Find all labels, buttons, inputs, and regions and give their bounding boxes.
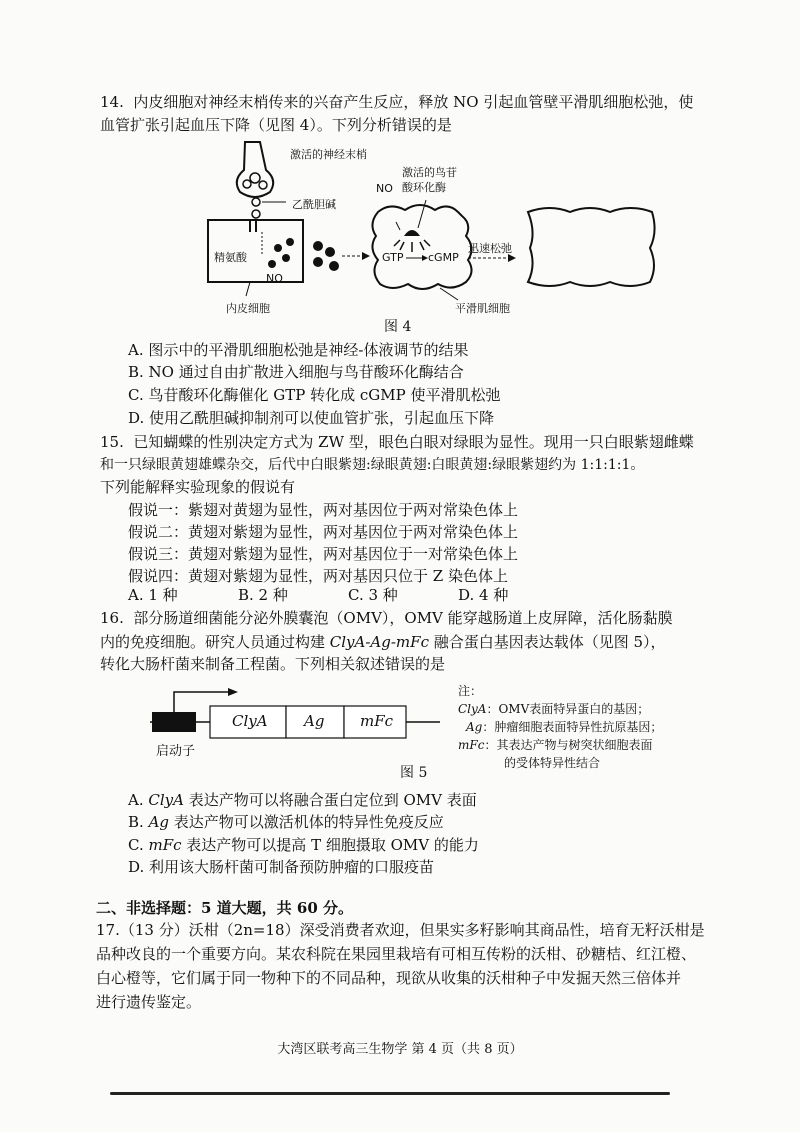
q16-option-c: C. mFc 表达产物可以提高 T 细胞摄取 OMV 的能力 [128, 836, 479, 854]
label-gtp: GTP [382, 251, 404, 264]
label-smooth-muscle-cell: 平滑肌细胞 [455, 302, 510, 315]
figure-5 [150, 684, 450, 744]
q14-stem-line2: 血管扩张引起血压下降（见图 4）。下列分析错误的是 [100, 116, 452, 134]
q16-stem-line2: 内的免疫细胞。研究人员通过构建 ClyA-Ag-mFc 融合蛋白基因表达载体（见图 5）， [100, 633, 666, 651]
smooth-muscle-cell-relaxed [528, 208, 655, 286]
promoter-box [152, 712, 196, 732]
q14-option-d: D. 使用乙酰胆碱抑制剂可以使血管扩张，引起血压下降 [128, 409, 495, 427]
q15-hypothesis-1: 假说一：紫翅对黄翅为显性，两对基因位于两对常染色体上 [128, 501, 519, 519]
q16-option-d: D. 利用该大肠杆菌可制备预防肿瘤的口服疫苗 [128, 858, 435, 876]
q16-option-b: B. Ag 表达产物可以激活机体的特异性免疫反应 [128, 813, 444, 831]
q15-stem-line3: 下列能解释实验现象的假说有 [100, 478, 296, 496]
label-relax: 迅速松弛 [468, 242, 512, 255]
page-footer: 大湾区联考高三生物学 第 4 页（共 8 页） [277, 1042, 523, 1057]
q14-option-b: B. NO 通过自由扩散进入细胞与鸟苷酸环化酶结合 [128, 363, 464, 381]
label-nerve-terminal: 激活的神经末梢 [290, 148, 367, 161]
figure-4-caption: 图 4 [384, 319, 412, 335]
q15-choice-b: B. 2 种 [238, 586, 288, 604]
q15-choice-d: D. 4 种 [458, 586, 509, 604]
q16-stem-line3: 转化大肠杆菌来制备工程菌。下列相关叙述错误的是 [100, 655, 446, 673]
figure-5-note-title: 注： [458, 684, 483, 698]
label-arginine: 精氨酸 [214, 251, 247, 264]
figure-5-caption: 图 5 [400, 765, 428, 781]
q15-hypothesis-3: 假说三：黄翅对紫翅为显性，两对基因位于一对常染色体上 [128, 545, 519, 563]
q15-stem-line1: 15. 已知蝴蝶的性别决定方式为 ZW 型，眼色白眼对绿眼为显性。现用一只白眼紫翅雌蝶 [100, 433, 694, 451]
gene-mfc-label: mFc [360, 712, 394, 730]
q15-hypothesis-4: 假说四：黄翅对紫翅为显性，两对基因只位于 Z 染色体上 [128, 567, 508, 585]
figure-5-note-clya: ClyA：OMV表面特异蛋白的基因； [458, 702, 650, 716]
q14-option-c: C. 鸟苷酸环化酶催化 GTP 转化成 cGMP 使平滑肌松弛 [128, 386, 501, 404]
q15-choice-c: C. 3 种 [348, 586, 398, 604]
figure-5-note-mfc-2: 的受体特异性结合 [504, 756, 601, 770]
page-bottom-edge [110, 1092, 670, 1095]
label-no-top: NO [376, 182, 393, 195]
gene-clya-label: ClyA [232, 712, 268, 730]
label-acetylcholine: 乙酰胆碱 [292, 198, 336, 211]
label-no-cell: NO [266, 272, 283, 285]
figure-5-note-mfc: mFc：其表达产物与树突状细胞表面 [458, 738, 653, 752]
q15-hypothesis-2: 假说二：黄翅对紫翅为显性，两对基因位于两对常染色体上 [128, 523, 519, 541]
q16-option-a: A. ClyA 表达产物可以将融合蛋白定位到 OMV 表面 [128, 791, 477, 809]
q17-line2: 品种改良的一个重要方向。某农科院在果园里栽培有可相互传粉的沃柑、砂糖桔、红江橙、 [96, 945, 697, 963]
q15-choice-a: A. 1 种 [128, 586, 178, 604]
q16-stem-line1: 16. 部分肠道细菌能分泌外膜囊泡（OMV），OMV 能穿越肠道上皮屏障，活化肠黏膜 [100, 609, 673, 627]
gene-ag-label: Ag [304, 712, 325, 730]
q17-line4: 进行遗传鉴定。 [96, 993, 202, 1011]
q15-stem-line2: 和一只绿眼黄翅雄蝶杂交，后代中白眼紫翅:绿眼黄翅:白眼黄翅:绿眼紫翅约为 1:1:1:1。 [100, 457, 645, 473]
section-2-heading: 二、非选择题：5 道大题，共 60 分。 [96, 899, 353, 917]
nerve-terminal-shape [237, 142, 273, 197]
promoter-label: 启动子 [156, 744, 196, 759]
label-enzyme-line1: 激活的鸟苷 [402, 166, 457, 179]
q14-stem-line1: 14. 内皮细胞对神经末梢传来的兴奋产生反应，释放 NO 引起血管壁平滑肌细胞松弛，使 [100, 93, 694, 111]
q17-line3: 白心橙等，它们属于同一物种下的不同品种，现欲从收集的沃柑种子中发掘天然三倍体并 [96, 969, 682, 987]
label-cgmp: cGMP [428, 251, 459, 264]
q14-option-a: A. 图示中的平滑肌细胞松弛是神经-体液调节的结果 [128, 341, 469, 359]
label-endothelial-cell: 内皮细胞 [226, 302, 270, 315]
q15-choices [128, 585, 568, 605]
figure-5-note-ag: Ag：肿瘤细胞表面特异性抗原基因； [466, 720, 663, 734]
q17-line1: 17.（13 分）沃柑（2n=18）深受消费者欢迎，但果实多籽影响其商品性，培育无籽沃柑是 [96, 921, 705, 939]
enzyme-icon [404, 230, 420, 236]
label-enzyme-line2: 酸环化酶 [402, 181, 446, 194]
